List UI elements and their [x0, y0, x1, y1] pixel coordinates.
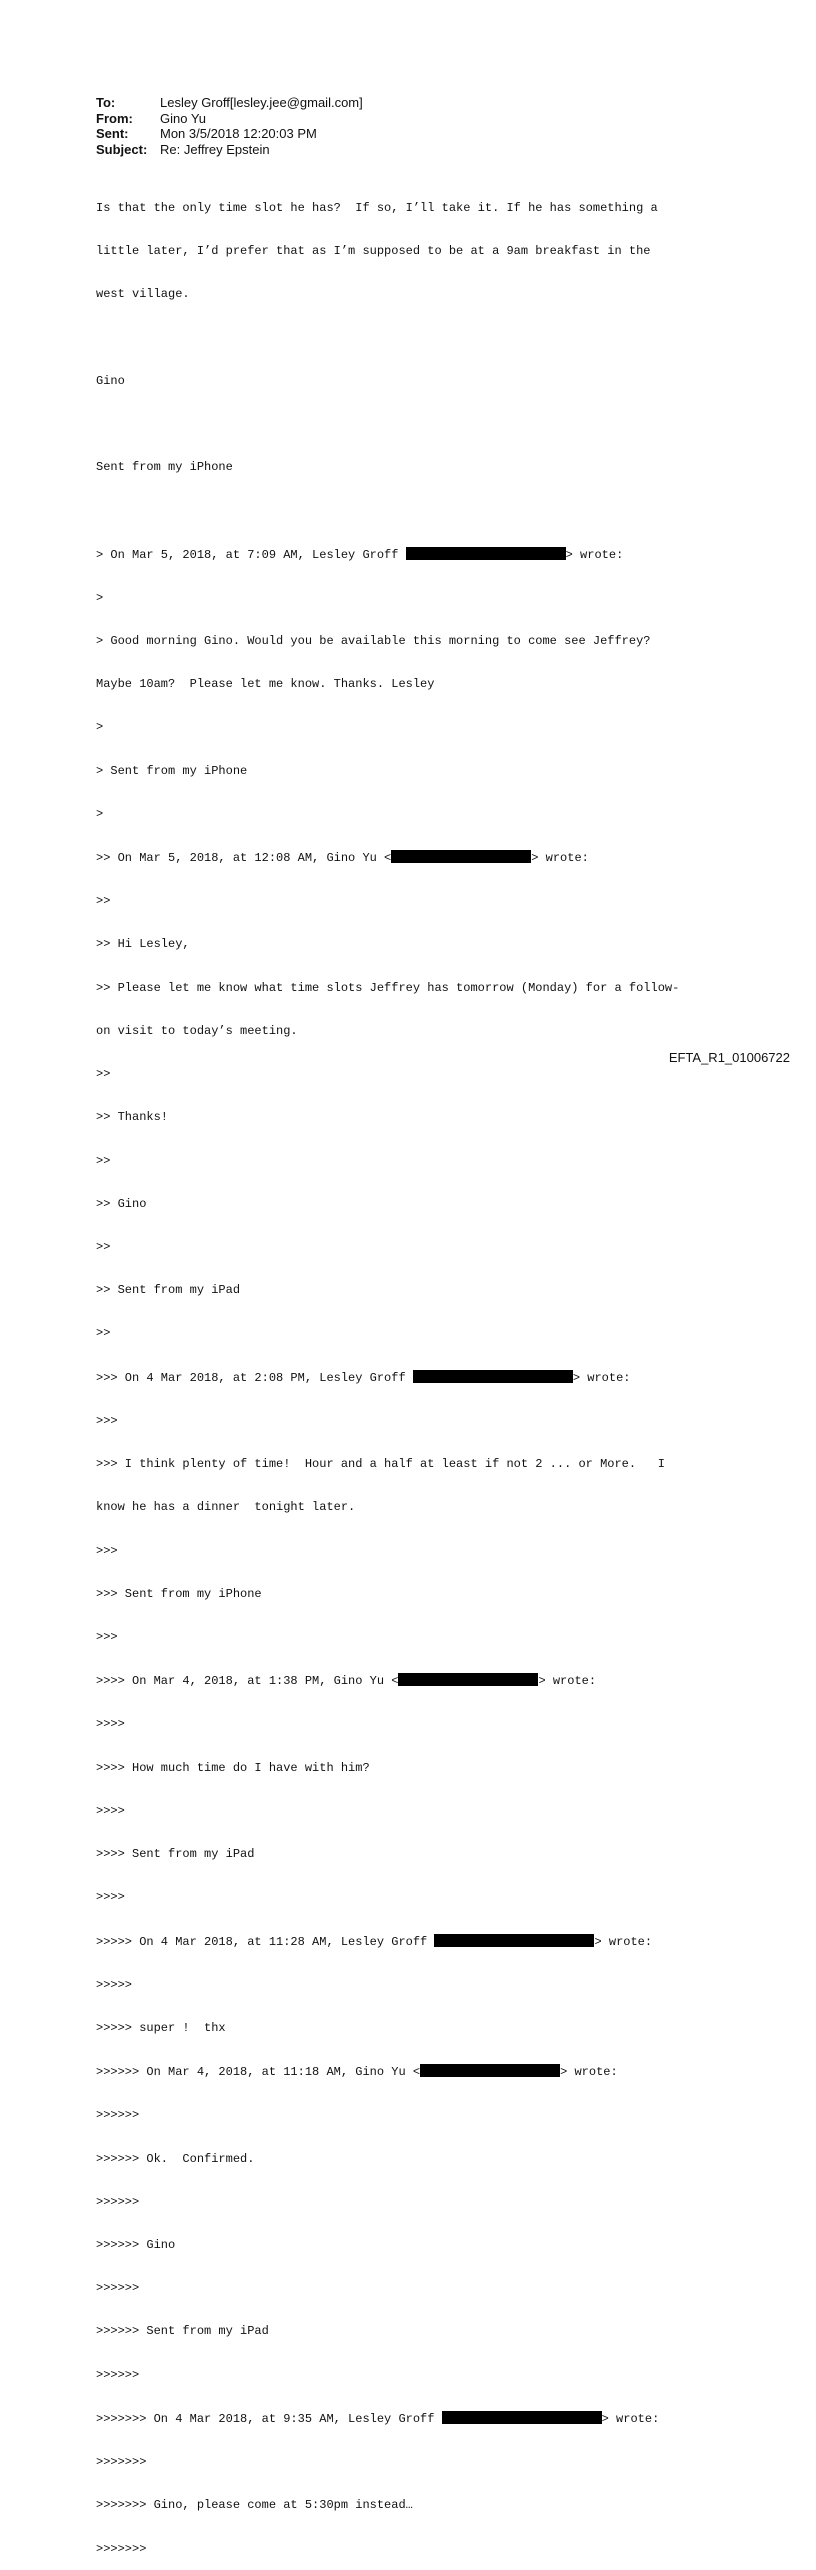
body-line: >>>>>> Ok. Confirmed. — [96, 2151, 255, 2166]
body-line: >>>>> super ! thx — [96, 2020, 226, 2035]
body-line: >> — [96, 1067, 111, 1082]
quote-header-line — [96, 1673, 736, 1688]
body-line: >>> — [96, 1629, 118, 1644]
quote-header-text: >>>> On Mar 4, 2018, at 1:38 PM, Gino Yu < — [96, 1674, 399, 1689]
body-line: Sent from my iPhone — [96, 460, 233, 475]
body-line: >>>> — [96, 1890, 125, 1905]
body-line: >> — [96, 1326, 111, 1341]
redaction-bar — [413, 1370, 573, 1383]
body-line: >> Please let me know what time slots Jeffrey has tomorrow (Monday) for a follow- — [96, 980, 680, 995]
body-line: little later, I’d prefer that as I’m supposed to be at a 9am breakfast in the — [96, 244, 651, 259]
sent-label: Sent: — [96, 126, 129, 141]
body-line: >>>>>>> Gino, please come at 5:30pm instead… — [96, 2498, 413, 2513]
body-line: >> Hi Lesley, — [96, 937, 190, 952]
redaction-bar — [406, 547, 566, 560]
quote-header-suffix: > wrote: — [531, 851, 589, 866]
from-row — [96, 111, 363, 127]
body-line: >> Thanks! — [96, 1110, 169, 1125]
sent-value: Mon 3/5/2018 12:20:03 PM — [160, 126, 317, 141]
quote-header-suffix: > wrote: — [560, 2065, 618, 2080]
body-line: >>>> — [96, 1803, 125, 1818]
quote-header-text: > On Mar 5, 2018, at 7:09 AM, Lesley Groff — [96, 547, 406, 562]
redaction-bar — [434, 1934, 594, 1947]
quote-header-text: >>>>>> On Mar 4, 2018, at 11:18 AM, Gino Yu < — [96, 2065, 421, 2080]
email-header — [96, 95, 363, 157]
body-line: >>> — [96, 1413, 118, 1428]
body-line: Is that the only time slot he has? If so, I’ll take it. If he has something a — [96, 200, 658, 215]
redaction-bar — [420, 2064, 560, 2077]
quote-header-text: >>> On 4 Mar 2018, at 2:08 PM, Lesley Groff — [96, 1370, 413, 1385]
from-value: Gino Yu — [160, 110, 207, 126]
to-value: Lesley Groff[lesley.jee@gmail.com] — [160, 95, 363, 110]
body-line: >> — [96, 1153, 111, 1168]
body-line: Gino — [96, 373, 125, 388]
quote-header-text: >>>>>>> On 4 Mar 2018, at 9:35 AM, Lesley Groff — [96, 2411, 442, 2426]
body-line: > — [96, 806, 104, 821]
body-line: Maybe 10am? Please let me know. Thanks. Lesley — [96, 677, 435, 692]
quote-header-line — [96, 850, 736, 865]
to-label: To: — [96, 95, 116, 110]
redaction-bar — [398, 1673, 538, 1686]
body-line — [96, 330, 736, 344]
body-line: >>>> Sent from my iPad — [96, 1847, 255, 1862]
body-line: >> — [96, 1240, 111, 1255]
body-line: > — [96, 590, 104, 605]
body-line — [96, 503, 736, 517]
quote-header-line — [96, 2064, 736, 2079]
body-line: >>>>>>> — [96, 2455, 147, 2470]
body-line: >>>>>> — [96, 2194, 140, 2209]
body-line: >>>>>>> — [96, 2541, 147, 2556]
quote-header-suffix: > wrote: — [594, 1934, 653, 1949]
body-line: > Sent from my iPhone — [96, 763, 248, 778]
body-line: >>> — [96, 1543, 118, 1558]
body-line: >>>>>> Sent from my iPad — [96, 2324, 269, 2339]
body-line: >>> Sent from my iPhone — [96, 1586, 262, 1601]
document-id: EFTA_R1_01006722 — [668, 1050, 790, 1065]
email-body — [96, 172, 736, 2570]
body-line: >> Gino — [96, 1196, 147, 1211]
body-line: >>>>>> — [96, 2367, 140, 2382]
quote-header-line — [96, 547, 736, 562]
quote-header-suffix: > wrote: — [565, 547, 624, 562]
quote-header-text: >>>>> On 4 Mar 2018, at 11:28 AM, Lesley Groff — [96, 1934, 435, 1949]
body-line — [96, 417, 736, 431]
body-line: > Good morning Gino. Would you be available this morning to come see Jeffrey? — [96, 633, 651, 648]
subject-row — [96, 142, 363, 158]
to-row — [96, 95, 363, 111]
redaction-bar — [442, 2411, 602, 2424]
body-line: >>>> How much time do I have with him? — [96, 1760, 370, 1775]
subject-label: Subject: — [96, 141, 148, 157]
quote-header-line — [96, 1934, 736, 1949]
quote-header-line — [96, 1370, 736, 1385]
body-line: know he has a dinner tonight later. — [96, 1500, 356, 1515]
body-line: >>>>>> Gino — [96, 2238, 176, 2253]
body-line: > — [96, 720, 104, 735]
body-line: west village. — [96, 287, 190, 302]
quote-header-suffix: > wrote: — [601, 2411, 660, 2426]
sent-row — [96, 126, 363, 142]
body-line: on visit to today’s meeting. — [96, 1023, 298, 1038]
quote-header-line — [96, 2411, 736, 2426]
quote-header-suffix: > wrote: — [538, 1674, 597, 1689]
from-label: From: — [96, 110, 133, 126]
body-line: >>>>>> — [96, 2281, 140, 2296]
body-line: >> — [96, 894, 111, 909]
quote-header-suffix: > wrote: — [572, 1370, 631, 1385]
body-line: >>>>>> — [96, 2108, 140, 2123]
body-line: >>> I think plenty of time! Hour and a half at least if not 2 ... or More. I — [96, 1457, 665, 1472]
quote-header-text: >> On Mar 5, 2018, at 12:08 AM, Gino Yu < — [96, 851, 392, 866]
body-line: >>>>> — [96, 1977, 133, 1992]
body-line: >>>> — [96, 1717, 125, 1732]
redaction-bar — [391, 850, 531, 863]
body-line: >> Sent from my iPad — [96, 1283, 241, 1298]
subject-value: Re: Jeffrey Epstein — [160, 141, 270, 157]
